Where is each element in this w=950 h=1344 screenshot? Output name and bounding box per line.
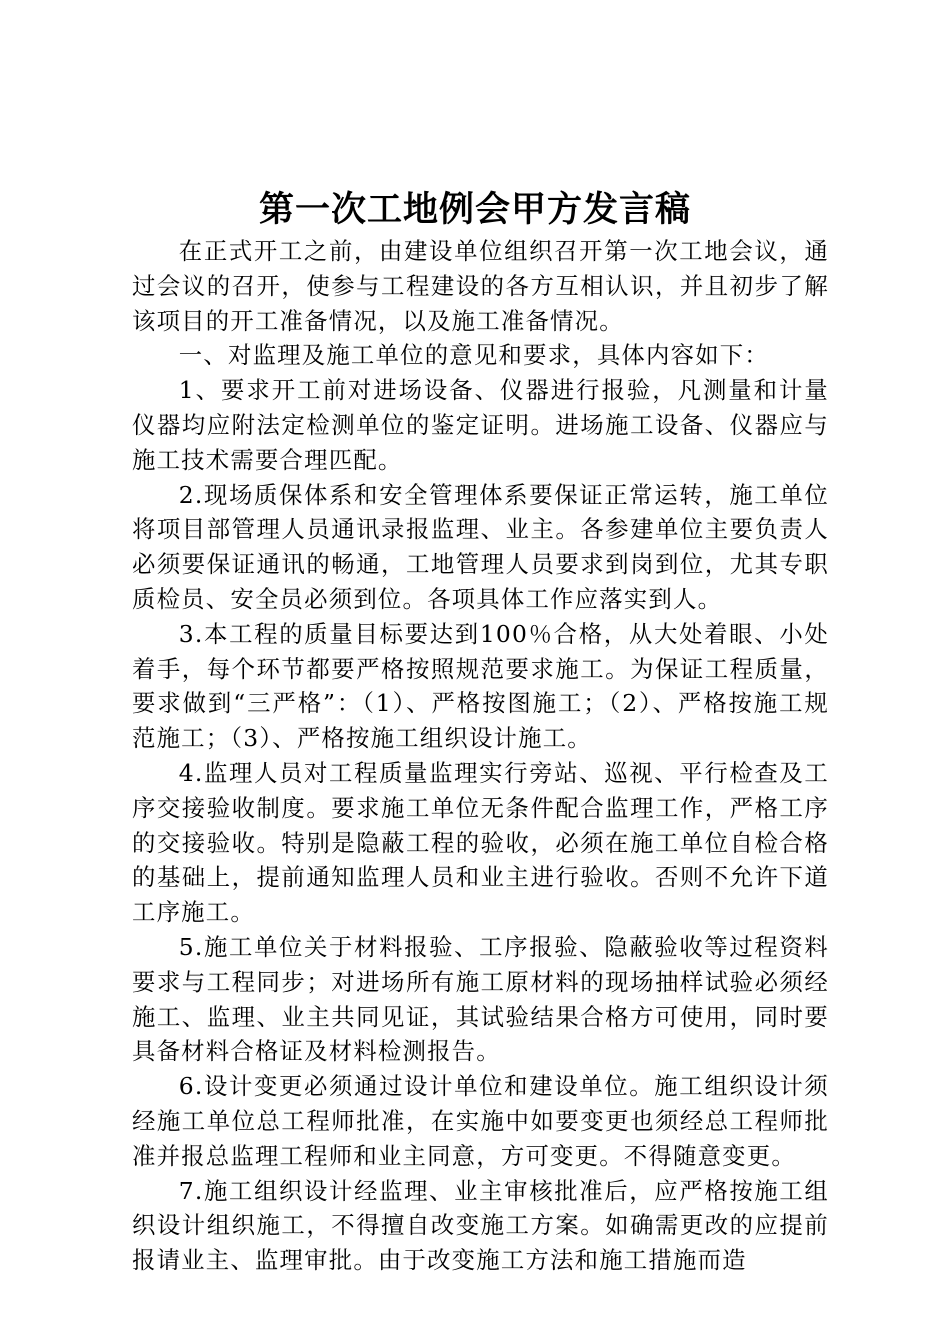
paragraph-item-6: 6.设计变更必须通过设计单位和建设单位。施工组织设计须经施工单位总工程师批准，在实施中如要变更也须经总工程师批准并报总监理工程师和业主同意，方可变更。不得随意变更。 <box>132 1072 829 1170</box>
paragraph-intro: 在正式开工之前，由建设单位组织召开第一次工地会议，通过会议的召开，使参与工程建设的各方互相认识，并且初步了解该项目的开工准备情况，以及施工准备情况。 <box>132 237 829 335</box>
paragraph-item-4: 4.监理人员对工程质量监理实行旁站、巡视、平行检查及工序交接验收制度。要求施工单位无条件配合监理工作，严格工序的交接验收。特别是隐蔽工程的验收，必须在施工单位自检合格的基础上，提前通知监理人员和业主进行验收。否则不允许下道工序施工。 <box>132 758 829 927</box>
paragraph-item-3: 3.本工程的质量目标要达到100％合格，从大处着眼、小处着手，每个环节都要严格按照规范要求施工。为保证工程质量，要求做到“三严格”：（1）、严格按图施工；（2）、严格按施工规范施工；（3）、严格按施工组织设计施工。 <box>132 619 829 753</box>
document-body <box>132 234 829 1278</box>
document-title: 第一次工地例会甲方发言稿 <box>258 189 691 230</box>
paragraph-item-7: 7.施工组织设计经监理、业主审核批准后，应严格按施工组织设计组织施工，不得擅自改变施工方案。如确需更改的应提前报请业主、监理审批。由于改变施工方法和施工措施而造 <box>132 1176 829 1275</box>
paragraph-item-1: 1、要求开工前对进场设备、仪器进行报验，凡测量和计量仪器均应附法定检测单位的鉴定证明。进场施工设备、仪器应与施工技术需要合理匹配。 <box>132 376 829 474</box>
paragraph-section-heading: 一、对监理及施工单位的意见和要求，具体内容如下： <box>178 341 769 370</box>
paragraph-item-5: 5.施工单位关于材料报验、工序报验、隐蔽验收等过程资料要求与工程同步；对进场所有施工原材料的现场抽样试验必须经施工、监理、业主共同见证，其试验结果合格方可使用，同时要具备材料合格证及材料检测报告。 <box>132 932 829 1066</box>
paragraph-item-2: 2.现场质保体系和安全管理体系要保证正常运转，施工单位将项目部管理人员通讯录报监理、业主。各参建单位主要负责人必须要保证通讯的畅通，工地管理人员要求到岗到位，尤其专职质检员、安全员必须到位。各项具体工作应落实到人。 <box>132 480 829 613</box>
